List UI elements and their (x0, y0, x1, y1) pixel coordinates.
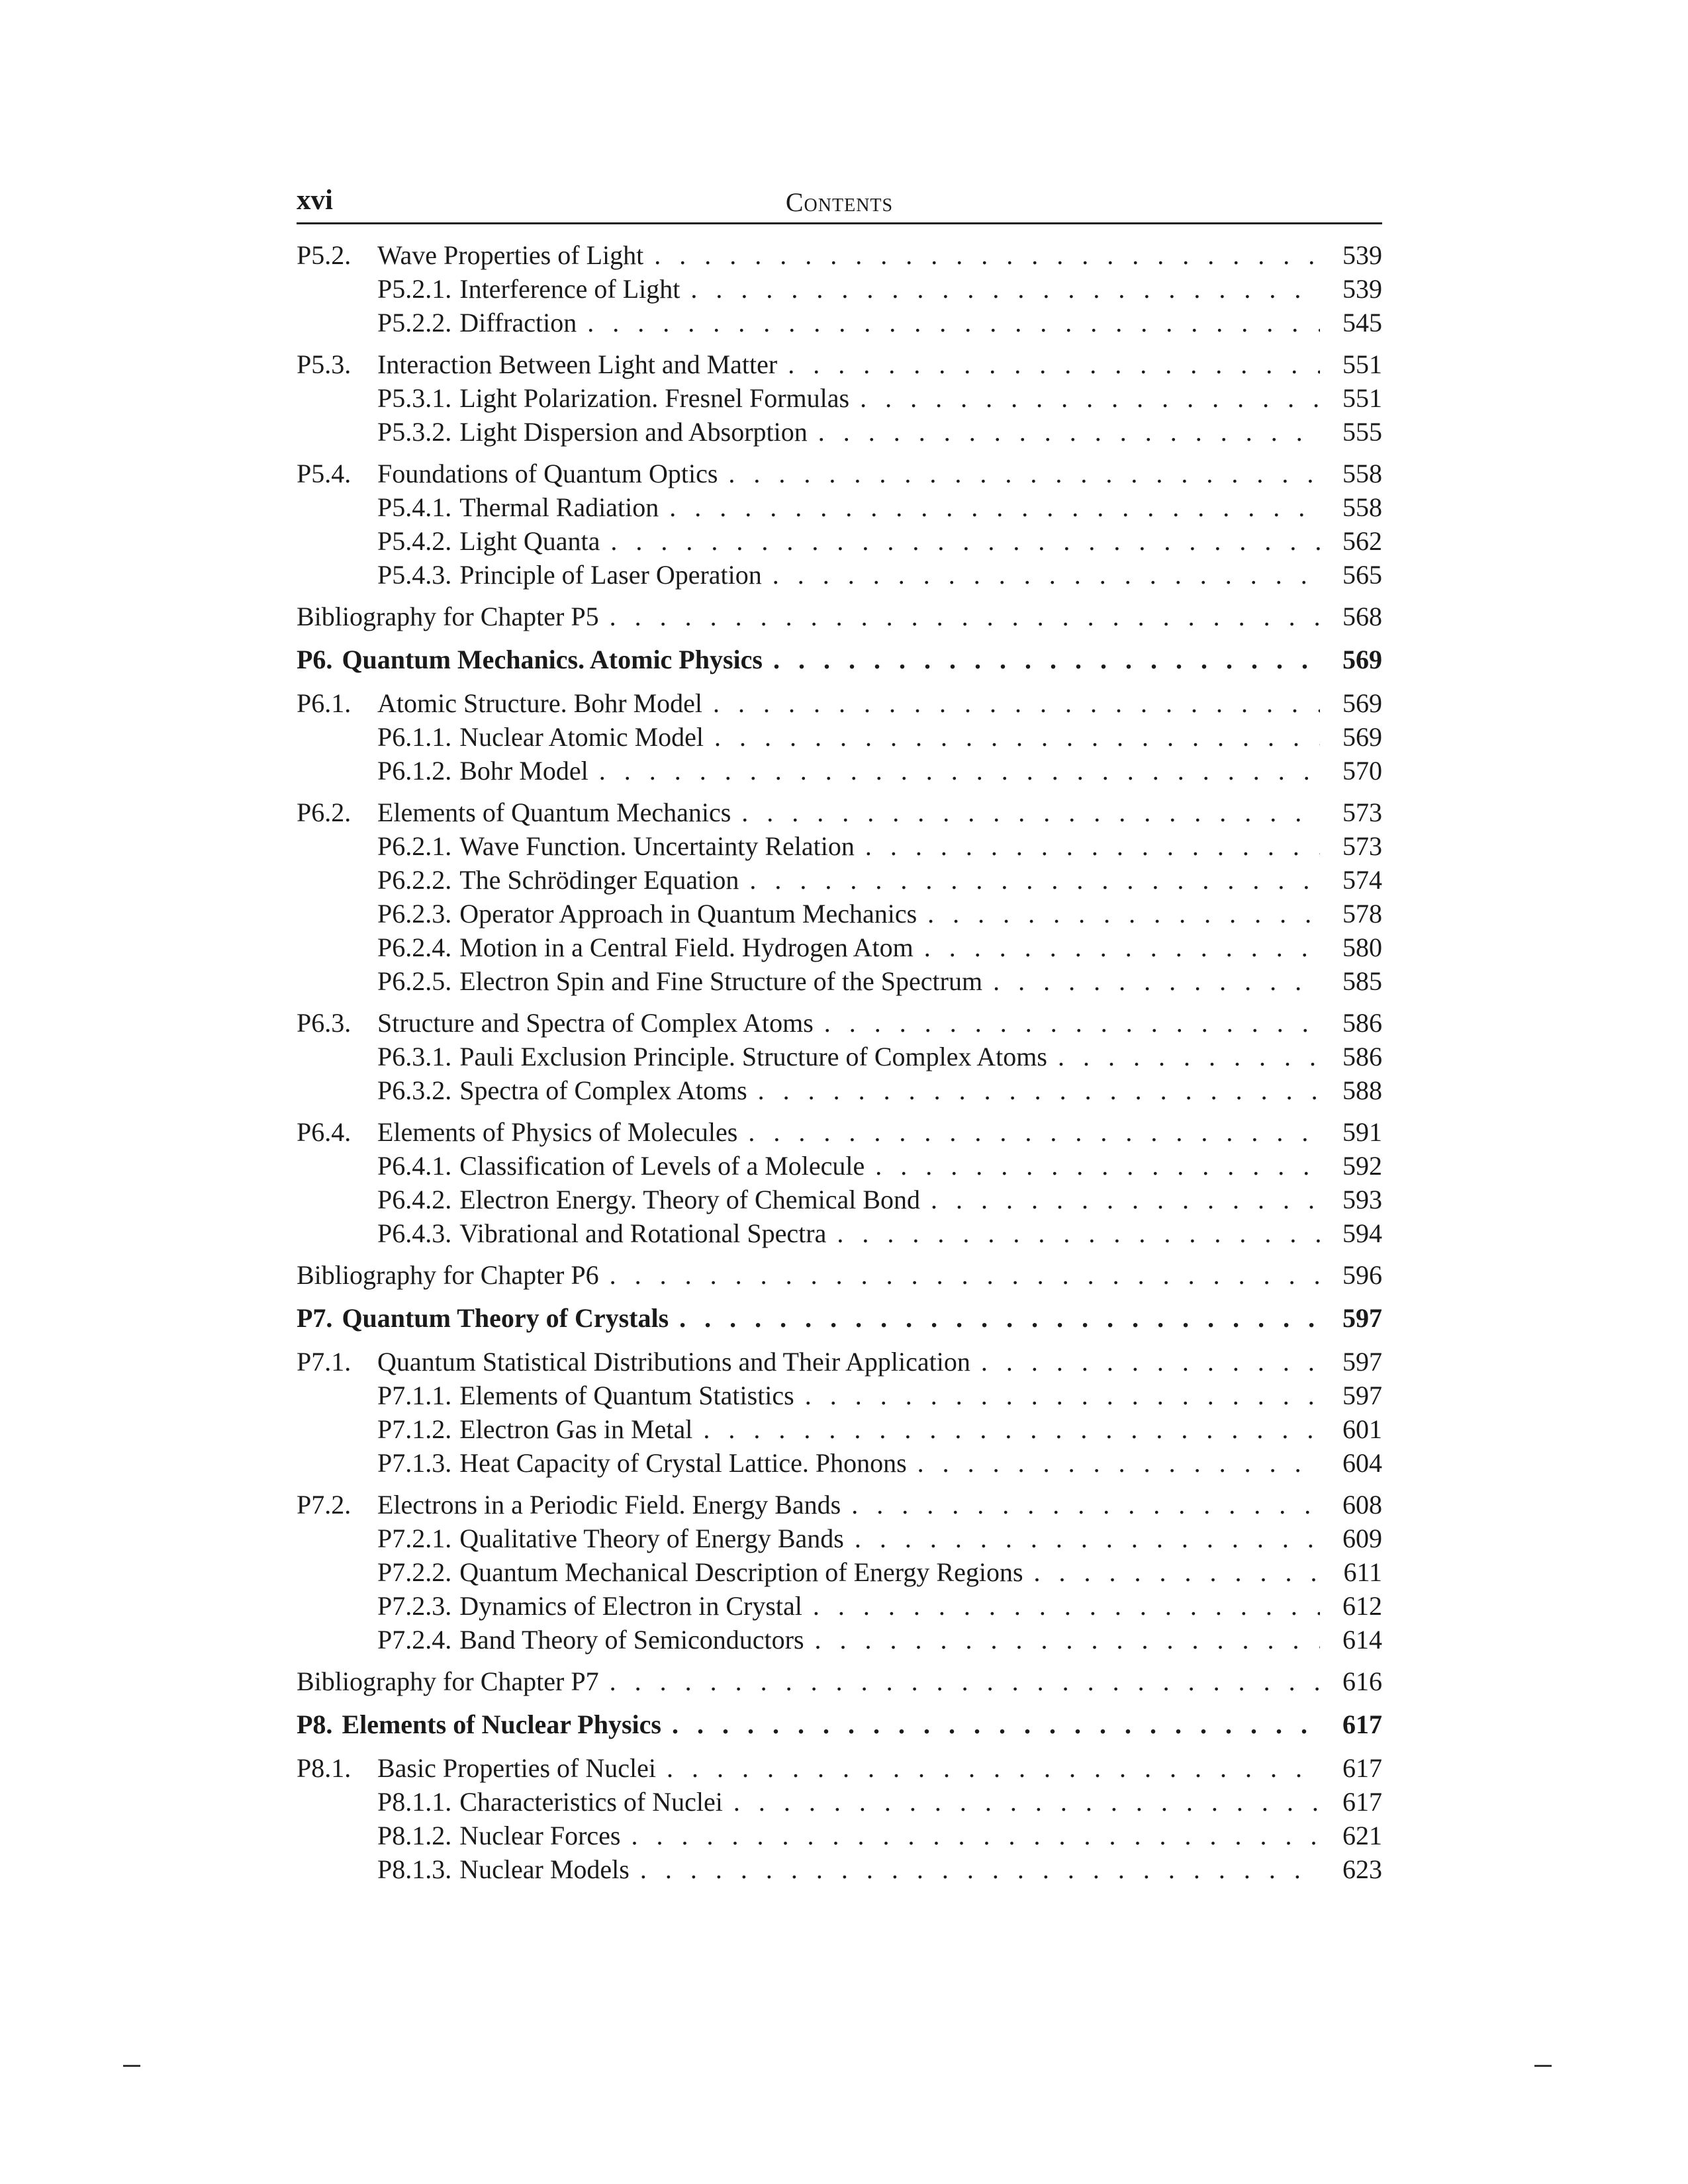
entry-number: P6.2.2. (377, 865, 452, 895)
dot-leader (860, 381, 1320, 415)
dot-leader (815, 1623, 1320, 1657)
dot-leader (865, 829, 1320, 863)
toc-entry[interactable] (297, 1040, 1382, 1073)
entry-page: 611 (1343, 1557, 1382, 1587)
dot-leader (924, 931, 1320, 964)
dot-leader (851, 1488, 1320, 1522)
entry-number: P6.1. (297, 688, 352, 718)
entry-title: Foundations of Quantum Optics (377, 459, 718, 488)
toc-chapter-p6[interactable] (297, 643, 1382, 677)
crop-mark-right (1534, 2065, 1552, 2067)
entry-title: Electron Spin and Fine Structure of the Spectrum (459, 966, 983, 996)
dot-leader (773, 558, 1320, 592)
toc-entry[interactable] (297, 1149, 1382, 1183)
entry-title: Bohr Model (459, 756, 588, 786)
entry-title: Characteristics of Nuclei (459, 1787, 723, 1817)
entry-page: 597 (1342, 1347, 1382, 1377)
toc-bibliography-p6[interactable] (297, 1258, 1382, 1292)
entry-page: 578 (1342, 899, 1382, 929)
toc-entry[interactable] (297, 931, 1382, 964)
toc-entry[interactable] (297, 272, 1382, 306)
entry-number: P6.3.2. (377, 1075, 452, 1105)
toc-entry[interactable] (297, 238, 1382, 272)
entry-title: Light Polarization. Fresnel Formulas (459, 383, 850, 413)
entry-page: 573 (1342, 797, 1382, 827)
toc-entry[interactable] (297, 720, 1382, 754)
entry-number: P5.4.2. (377, 526, 452, 556)
entry-title: Elements of Quantum Mechanics (377, 797, 731, 827)
entry-number: P6.2. (297, 797, 352, 827)
entry-title: Light Dispersion and Absorption (459, 417, 808, 447)
entry-number: P6.1.1. (377, 722, 452, 752)
toc-section-p5-2 (297, 238, 1382, 340)
dot-leader (610, 1664, 1320, 1698)
entry-number: P8.1.3. (377, 1854, 452, 1884)
entry-page: 585 (1342, 966, 1382, 996)
chapter-page: 569 (1342, 645, 1382, 674)
toc-entry[interactable] (297, 1183, 1382, 1216)
entry-number: P6.3. (297, 1008, 352, 1038)
toc-entry[interactable] (297, 1412, 1382, 1446)
entry-number: P7.2.2. (377, 1557, 452, 1587)
entry-title: Atomic Structure. Bohr Model (377, 688, 703, 718)
entry-number: P8.1. (297, 1753, 352, 1783)
entry-number: P6.2.3. (377, 899, 452, 929)
entry-title: Electron Energy. Theory of Chemical Bond (459, 1185, 920, 1214)
entry-page: 551 (1342, 349, 1382, 379)
dot-leader (818, 415, 1320, 449)
dot-leader (640, 1852, 1320, 1886)
toc-entry[interactable] (297, 490, 1382, 524)
entry-title: Spectra of Complex Atoms (459, 1075, 747, 1105)
entry-title: Nuclear Forces (459, 1821, 621, 1850)
entry-page: 596 (1342, 1260, 1382, 1290)
entry-number: P6.4.2. (377, 1185, 452, 1214)
entry-number: P7.1.2. (377, 1414, 452, 1444)
toc-entry[interactable] (297, 1623, 1382, 1657)
dot-leader (631, 1819, 1320, 1852)
entry-page: 586 (1342, 1042, 1382, 1071)
page-number: xvi (297, 185, 333, 216)
toc-entry[interactable] (297, 1379, 1382, 1412)
entry-title: Quantum Mechanical Description of Energy Regions (459, 1557, 1023, 1587)
entry-title: Qualitative Theory of Energy Bands (459, 1524, 844, 1553)
toc-entry[interactable] (297, 558, 1382, 592)
toc-chapter-p7[interactable] (297, 1301, 1382, 1336)
toc-entry[interactable] (297, 829, 1382, 863)
chapter-title: Elements of Nuclear Physics (342, 1709, 661, 1739)
entry-title: Principle of Laser Operation (459, 560, 762, 590)
chapter-title: Quantum Mechanics. Atomic Physics (342, 645, 763, 674)
dot-leader (748, 1115, 1320, 1149)
entry-title: Interference of Light (459, 274, 680, 304)
entry-page: 621 (1342, 1821, 1382, 1850)
entry-number: P7.2.3. (377, 1591, 452, 1621)
entry-page: 570 (1342, 756, 1382, 786)
entry-number: P5.2. (297, 240, 352, 270)
entry-page: 588 (1342, 1075, 1382, 1105)
toc-section-p7-1 (297, 1345, 1382, 1480)
toc-section-p6-3 (297, 1006, 1382, 1107)
dot-leader (654, 238, 1320, 272)
dot-leader (855, 1522, 1320, 1555)
entry-number: P8.1.2. (377, 1821, 452, 1850)
entry-page: 609 (1342, 1524, 1382, 1553)
dot-leader (927, 897, 1320, 931)
chapter-number: P7. (297, 1303, 333, 1333)
entry-title: Interaction Between Light and Matter (377, 349, 778, 379)
entry-page: 591 (1342, 1117, 1382, 1147)
entry-title: Wave Function. Uncertainty Relation (459, 831, 855, 861)
toc-entry[interactable] (297, 524, 1382, 558)
entry-page: 539 (1342, 274, 1382, 304)
dot-leader (837, 1216, 1320, 1250)
entry-number: P6.4.1. (377, 1151, 452, 1181)
dot-leader (728, 457, 1320, 490)
toc-entry[interactable] (297, 381, 1382, 415)
entry-page: 569 (1342, 722, 1382, 752)
toc-entry[interactable] (297, 1589, 1382, 1623)
dot-leader (875, 1149, 1320, 1183)
entry-title: Electrons in a Periodic Field. Energy Bands (377, 1490, 841, 1520)
entry-number: P5.4. (297, 459, 352, 488)
entry-number: P6.4.3. (377, 1218, 452, 1248)
entry-page: 604 (1342, 1448, 1382, 1478)
entry-number: P5.2.1. (377, 274, 452, 304)
dot-leader (749, 863, 1320, 897)
dot-leader (610, 600, 1320, 633)
entry-number: P6.2.4. (377, 933, 452, 962)
toc-entry[interactable] (297, 1488, 1382, 1522)
entry-title: Basic Properties of Nuclei (377, 1753, 656, 1783)
toc-entry[interactable] (297, 863, 1382, 897)
entry-page: 539 (1342, 240, 1382, 270)
toc-entry[interactable] (297, 1073, 1382, 1107)
entry-title: Operator Approach in Quantum Mechanics (459, 899, 917, 929)
toc-section-p5-4 (297, 457, 1382, 592)
dot-leader (788, 347, 1320, 381)
entry-title: Electron Gas in Metal (459, 1414, 693, 1444)
toc-section-p5-3 (297, 347, 1382, 449)
entry-page: 616 (1342, 1666, 1382, 1696)
dot-leader (714, 720, 1320, 754)
dot-leader (610, 1258, 1320, 1292)
entry-page: 592 (1342, 1151, 1382, 1181)
entry-page: 594 (1342, 1218, 1382, 1248)
entry-number: P5.3.2. (377, 417, 452, 447)
entry-page: 593 (1342, 1185, 1382, 1214)
entry-title: Bibliography for Chapter P7 (297, 1666, 599, 1696)
chapter-number: P6. (297, 645, 333, 674)
toc-bibliography-p5[interactable] (297, 600, 1382, 633)
entry-page: 558 (1342, 459, 1382, 488)
entry-page: 555 (1342, 417, 1382, 447)
chapter-page: 617 (1342, 1709, 1382, 1739)
dot-leader (773, 643, 1320, 676)
entry-number: P6.3.1. (377, 1042, 452, 1071)
toc-section-p6-4 (297, 1115, 1382, 1250)
toc-entry[interactable] (297, 1819, 1382, 1852)
entry-page: 608 (1342, 1490, 1382, 1520)
entry-number: P7.1.1. (377, 1381, 452, 1410)
toc-entry[interactable] (297, 415, 1382, 449)
entry-title: Elements of Quantum Statistics (459, 1381, 794, 1410)
entry-number: P7.1. (297, 1347, 352, 1377)
chapter-page: 597 (1342, 1303, 1382, 1333)
toc-entry[interactable] (297, 964, 1382, 998)
dot-leader (679, 1301, 1320, 1335)
chapter-title: Quantum Theory of Crystals (342, 1303, 669, 1333)
toc-entry[interactable] (297, 1115, 1382, 1149)
table-of-contents (297, 238, 1382, 1894)
entry-title: Thermal Radiation (459, 492, 659, 522)
entry-title: Heat Capacity of Crystal Lattice. Phonons (459, 1448, 907, 1478)
entry-title: Motion in a Central Field. Hydrogen Atom (459, 933, 914, 962)
entry-page: 569 (1342, 688, 1382, 718)
entry-page: 573 (1342, 831, 1382, 861)
toc-entry[interactable] (297, 796, 1382, 829)
dot-leader (1034, 1555, 1320, 1589)
dot-leader (610, 524, 1320, 558)
entry-number: P5.3. (297, 349, 352, 379)
dot-leader (813, 1589, 1320, 1623)
dot-leader (669, 490, 1320, 524)
toc-section-p8-1 (297, 1751, 1382, 1886)
toc-section-p6-1 (297, 686, 1382, 788)
dot-leader (667, 1751, 1320, 1785)
entry-title: Nuclear Models (459, 1854, 630, 1884)
entry-number: P7.2.1. (377, 1524, 452, 1553)
entry-title: Wave Properties of Light (377, 240, 644, 270)
toc-entry[interactable] (297, 306, 1382, 340)
toc-entry[interactable] (297, 897, 1382, 931)
entry-number: P6.4. (297, 1117, 352, 1147)
entry-page: 565 (1342, 560, 1382, 590)
crop-mark-left (123, 2065, 140, 2067)
toc-chapter-p8[interactable] (297, 1707, 1382, 1742)
entry-title: Elements of Physics of Molecules (377, 1117, 738, 1147)
entry-page: 586 (1342, 1008, 1382, 1038)
entry-number: P5.3.1. (377, 383, 452, 413)
toc-entry[interactable] (297, 1006, 1382, 1040)
entry-title: The Schrödinger Equation (459, 865, 739, 895)
entry-title: Band Theory of Semiconductors (459, 1625, 804, 1655)
dot-leader (713, 686, 1320, 720)
entry-page: 551 (1342, 383, 1382, 413)
entry-number: P6.2.5. (377, 966, 452, 996)
dot-leader (690, 272, 1320, 306)
entry-title: Classification of Levels of a Molecule (459, 1151, 865, 1181)
entry-number: P6.1.2. (377, 756, 452, 786)
toc-bibliography-p7[interactable] (297, 1664, 1382, 1698)
entry-title: Bibliography for Chapter P5 (297, 602, 599, 631)
entry-title: Bibliography for Chapter P6 (297, 1260, 599, 1290)
toc-entry[interactable] (297, 1785, 1382, 1819)
toc-entry[interactable] (297, 1446, 1382, 1480)
toc-entry[interactable] (297, 1216, 1382, 1250)
running-head: Contents (785, 187, 894, 217)
dot-leader (805, 1379, 1320, 1412)
entry-number: P5.4.1. (377, 492, 452, 522)
entry-title: Light Quanta (459, 526, 600, 556)
dot-leader (733, 1785, 1320, 1819)
entry-number: P8.1.1. (377, 1787, 452, 1817)
entry-page: 623 (1342, 1854, 1382, 1884)
toc-entry[interactable] (297, 347, 1382, 381)
toc-entry[interactable] (297, 686, 1382, 720)
entry-page: 614 (1342, 1625, 1382, 1655)
entry-number: P7.2.4. (377, 1625, 452, 1655)
toc-entry[interactable] (297, 1751, 1382, 1785)
dot-leader (672, 1707, 1320, 1741)
entry-page: 568 (1342, 602, 1382, 631)
dot-leader (981, 1345, 1320, 1379)
entry-title: Pauli Exclusion Principle. Structure of Complex Atoms (459, 1042, 1047, 1071)
entry-page: 601 (1342, 1414, 1382, 1444)
toc-section-p6-2 (297, 796, 1382, 998)
dot-leader (599, 754, 1320, 788)
entry-number: P6.2.1. (377, 831, 452, 861)
entry-title: Dynamics of Electron in Crystal (459, 1591, 802, 1621)
toc-entry[interactable] (297, 1555, 1382, 1589)
entry-page: 612 (1342, 1591, 1382, 1621)
entry-page: 597 (1342, 1381, 1382, 1410)
dot-leader (703, 1412, 1320, 1446)
entry-page: 617 (1342, 1787, 1382, 1817)
toc-entry[interactable] (297, 1852, 1382, 1886)
toc-section-p7-2 (297, 1488, 1382, 1657)
toc-entry[interactable] (297, 1522, 1382, 1555)
dot-leader (993, 964, 1320, 998)
entry-title: Quantum Statistical Distributions and Their Application (377, 1347, 970, 1377)
entry-number: P5.2.2. (377, 308, 452, 338)
dot-leader (824, 1006, 1320, 1040)
toc-entry[interactable] (297, 1345, 1382, 1379)
dot-leader (741, 796, 1320, 829)
entry-page: 617 (1342, 1753, 1382, 1783)
entry-number: P7.2. (297, 1490, 352, 1520)
dot-leader (1058, 1040, 1320, 1073)
entry-title: Vibrational and Rotational Spectra (459, 1218, 827, 1248)
entry-page: 580 (1342, 933, 1382, 962)
entry-title: Structure and Spectra of Complex Atoms (377, 1008, 814, 1038)
dot-leader (931, 1183, 1320, 1216)
entry-page: 558 (1342, 492, 1382, 522)
toc-entry[interactable] (297, 754, 1382, 788)
entry-page: 545 (1342, 308, 1382, 338)
dot-leader (917, 1446, 1320, 1480)
page-header (297, 179, 1382, 224)
entry-number: P5.4.3. (377, 560, 452, 590)
dot-leader (587, 306, 1320, 340)
dot-leader (758, 1073, 1320, 1107)
chapter-number: P8. (297, 1709, 333, 1739)
entry-number: P7.1.3. (377, 1448, 452, 1478)
entry-page: 562 (1342, 526, 1382, 556)
entry-title: Diffraction (459, 308, 577, 338)
entry-page: 574 (1342, 865, 1382, 895)
entry-title: Nuclear Atomic Model (459, 722, 704, 752)
toc-entry[interactable] (297, 457, 1382, 490)
